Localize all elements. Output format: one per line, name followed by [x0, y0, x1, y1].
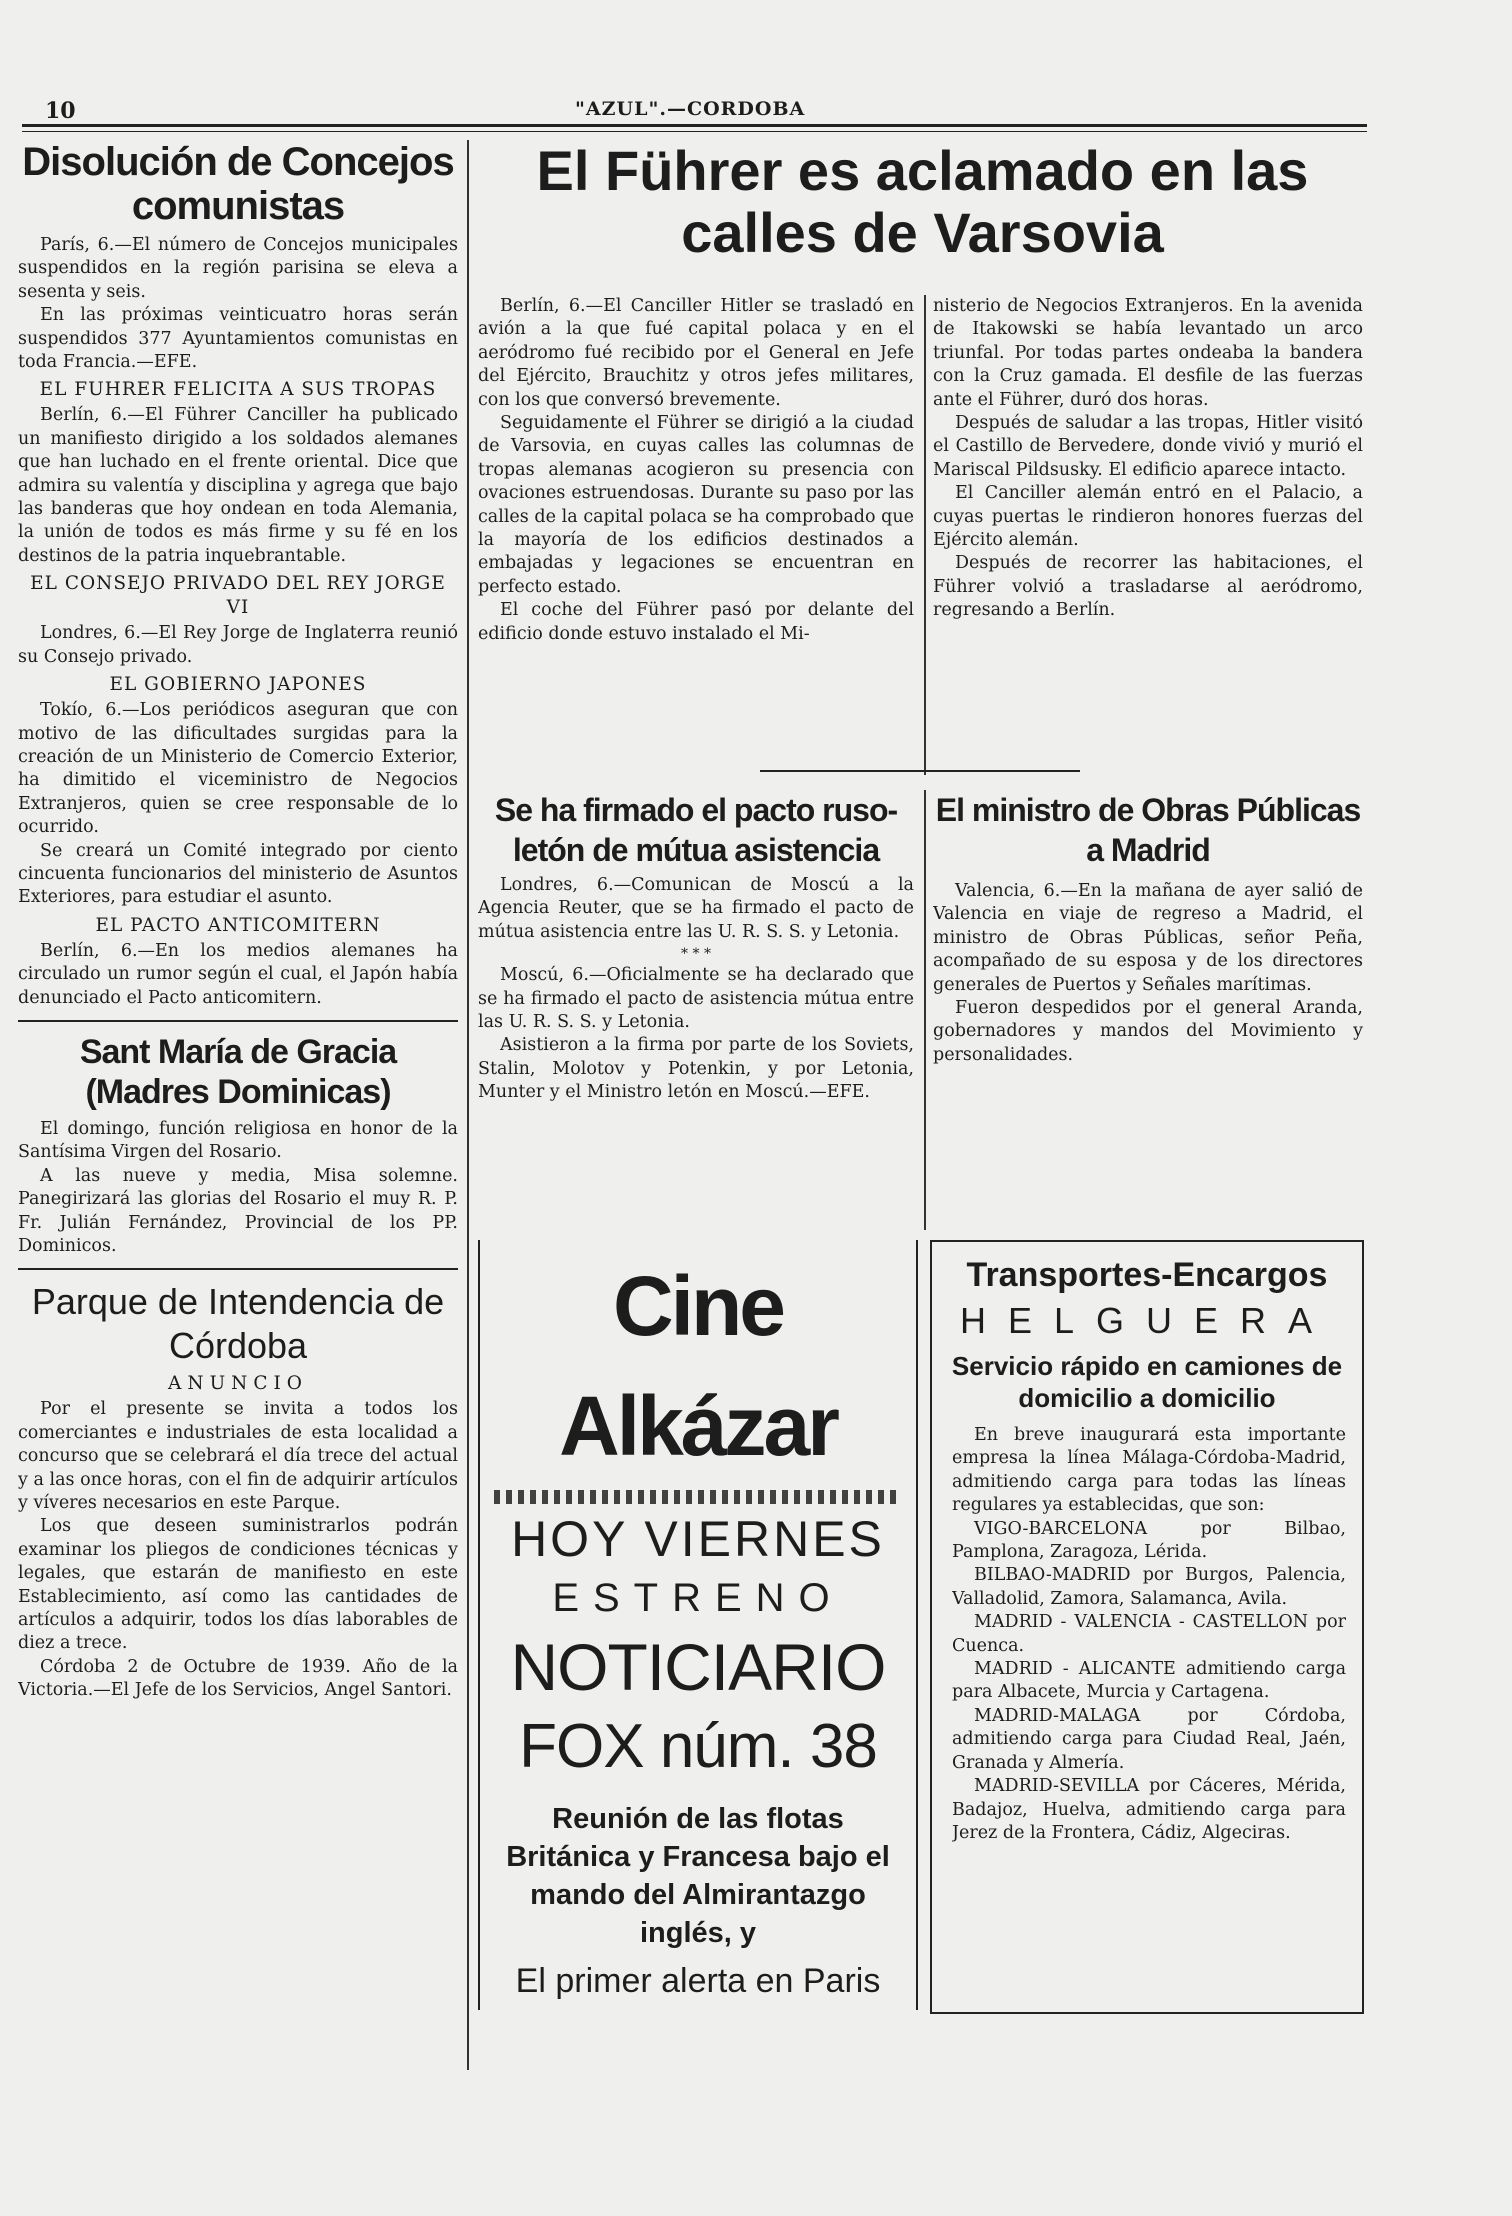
- pacto-anticomitern-p1: Berlín, 6.—En los medios alemanes ha circulado un rumor según el cual, el Japón había denunciado el Pacto anticomitern.: [18, 940, 458, 1008]
- pacto-ruso-p1: Londres, 6.—Comunican de Moscú a la Agencia Reuter, que se ha firmado el pacto de mútua asistencia entre las U. R. S. S. y Letonia.: [478, 875, 914, 942]
- main-col2-p1: nisterio de Negocios Extranjeros. En la avenida de Itakowski se había levantado un arco triunfal. Por todas partes ondeaba la bandera con la Cruz gamada. El desfile de las fuerzas ante el Führer, duró dos horas.: [933, 296, 1363, 410]
- cine-wavy-divider: [494, 1490, 902, 1504]
- disolucion-p2: En las próximas veinticuatro horas serán suspendidos 377 Ayuntamientos comunistas en toda Francia.—EFE.: [18, 305, 458, 373]
- masthead: "AZUL".—CORDOBA: [575, 98, 806, 120]
- cine-line1: HOY VIERNES: [511, 1511, 885, 1567]
- transportes-title: Transportes-Encargos: [966, 1256, 1328, 1294]
- santa-maria-p2: A las nueve y media, Misa solemne. Panegirizará las glorias del Rosario el muy R. P. Fr. Julián Fernández, Provincial de los PP. Dominicos.: [18, 1165, 458, 1256]
- pacto-ruso-sep: * * *: [681, 946, 711, 963]
- main-story-col2: [933, 295, 1363, 765]
- transportes-helguera-ad: [930, 1240, 1364, 2014]
- cine-line4: FOX núm. 38: [519, 1712, 877, 1781]
- main-col1-p3: El coche del Führer pasó por delante del edificio donde estuvo instalado el Mi-: [478, 600, 914, 644]
- transportes-name: HELGUERA: [959, 1300, 1335, 1341]
- transportes-intro: En breve inaugurará esta importante empresa la línea Málaga-Córdoba-Madrid, admitiendo carga para todas las líneas regulares ya establecidas, que son:: [952, 1425, 1346, 1516]
- main-col2-p3: El Canciller alemán entró en el Palacio, a cuyas puertas le rindieron honores fuerzas del Ejército alemán.: [933, 483, 1363, 551]
- parque-p3: Córdoba 2 de Octubre de 1939. Año de la Victoria.—El Jefe de los Servicios, Angel Santori.: [18, 1656, 458, 1701]
- consejo-privado-p1: Londres, 6.—El Rey Jorge de Inglaterra reunió su Consejo privado.: [18, 623, 458, 667]
- column-divider: [924, 790, 926, 1230]
- header-rule-thin: [22, 131, 1367, 132]
- disolucion-p1: París, 6.—El número de Concejos municipales suspendidos en la región parisina se eleva a sesenta y seis.: [18, 235, 458, 302]
- pacto-ruso-p3: Asistieron a la firma por parte de los Soviets, Stalin, Molotov y Potenkin, y por Letonia, Munter y el Ministro letón en Moscú.—EFE.: [478, 1035, 914, 1103]
- transportes-body: [952, 1424, 1346, 1845]
- transportes-route: MADRID - VALENCIA - CASTELLON por Cuenca.: [952, 1612, 1346, 1656]
- section-rule: [760, 770, 1080, 772]
- consejo-privado-title: EL CONSEJO PRIVADO DEL REY JORGE VI: [30, 573, 446, 619]
- transportes-route: MADRID - ALICANTE admitiendo carga para Albacete, Murcia y Cartagena.: [952, 1659, 1346, 1703]
- page-header: [20, 98, 1362, 126]
- section-rule: [18, 1268, 458, 1270]
- pacto-ruso-title: Se ha firmado el pacto ruso-letón de mútua asistencia: [494, 792, 898, 868]
- fuhrer-felicita-p1: Berlín, 6.—El Führer Canciller ha publicado un manifiesto dirigido a los soldados alemanes que han luchado en el frente oriental. Dice que admira su valentía y disciplina y agrega que bajo las banderas que hoy ondean en toda Alemania, la unión de todos es más firme y su fé en los destinos de la patria inquebrantable.: [18, 405, 458, 566]
- parque-title: Parque de Intendencia de Córdoba: [31, 1281, 445, 1367]
- ministro-obras-p1: Valencia, 6.—En la mañana de ayer salió de Valencia en viaje de regreso a Madrid, el ministro de Obras Públicas, señor Peña, acompañado de su esposa y de los directores generales de Puertos y Señales marítimas.: [933, 881, 1363, 995]
- ministro-obras-block: [933, 790, 1363, 1210]
- gobierno-japones-p1: Tokío, 6.—Los periódicos aseguran que con motivo de las dificultades surgidas para la creación de un Ministerio de Comercio Exterior, ha dimitido el viceministro de Negocios Extranjeros, quien se cree responsable de lo ocurrido.: [18, 700, 458, 838]
- transportes-route: BILBAO-MADRID por Burgos, Palencia, Valladolid, Zamora, Salamanca, Avila.: [952, 1565, 1346, 1609]
- main-col1-p1: Berlín, 6.—El Canciller Hitler se trasladó en avión a la que fué capital polaca y en el aeródromo fué recibido por el General en Jefe del Ejército, Brauchitz y otros jefes militares, con los que conversó brevemente.: [478, 296, 914, 410]
- disolucion-title: Disolución de Concejos comunistas: [22, 140, 454, 228]
- transportes-tagline: Servicio rápido en camiones de domicilio a domicilio: [951, 1351, 1343, 1413]
- santa-maria-p1: El domingo, función religiosa en honor de la Santísima Virgen del Rosario.: [18, 1118, 458, 1163]
- gobierno-japones-p2: Se creará un Comité integrado por ciento cincuenta funcionarios del ministerio de Asuntos Exteriores, para estudiar el asunto.: [18, 840, 458, 908]
- parque-p1: Por el presente se invita a todos los comerciantes e industriales de esta localidad a concurso que se celebrará el día trece del actual y a las once horas, con el fin de adquirir artículos y víveres necesarios en este Parque.: [18, 1399, 458, 1514]
- cine-line2: ESTRENO: [552, 1576, 844, 1620]
- main-col2-p2: Después de saludar a las tropas, Hitler visitó el Castillo de Bervedere, donde vivió y murió el Mariscal Pildsusky. El edificio aparece intacto.: [933, 413, 1363, 480]
- main-col1-p2: Seguidamente el Führer se dirigió a la ciudad de Varsovia, en cuyas calles las columnas de tropas alemanas acogieron su presencia con ovaciones estruendosas. Durante su paso por las calles de la capital polaca se ha comprobado que la mayoría de los edificios destinados a embajadas y legaciones se encuentran en perfecto estado.: [478, 413, 914, 597]
- cine-line3: NOTICIARIO: [510, 1630, 886, 1704]
- column-divider: [467, 140, 469, 2070]
- parque-p2: Los que deseen suministrarlos podrán examinar los pliegos de condiciones técnicas y legales, que estarán de manifiesto en este Establecimiento, así como las cantidades de artículos a adquirir, todos los días laborables de diez a trece.: [18, 1516, 458, 1654]
- ministro-obras-title: El ministro de Obras Públicas a Madrid: [935, 792, 1361, 868]
- ministro-obras-p2: Fueron despedidos por el general Aranda, gobernadores y mandos del Movimiento y personalidades.: [933, 998, 1363, 1065]
- main-story-col1: [478, 295, 914, 765]
- gobierno-japones-title: EL GOBIERNO JAPONES: [109, 674, 367, 696]
- pacto-anticomitern-title: EL PACTO ANTICOMITERN: [95, 914, 381, 936]
- transportes-route: VIGO-BARCELONA por Bilbao, Pamplona, Zaragoza, Lérida.: [952, 1518, 1346, 1563]
- fuhrer-felicita-title: EL FUHRER FELICITA A SUS TROPAS: [39, 379, 437, 401]
- santa-maria-title: Sant María de Gracia (Madres Dominicas): [79, 1032, 397, 1111]
- page-number: 10: [45, 98, 76, 124]
- transportes-route: MADRID-SEVILLA por Cáceres, Mérida, Badajoz, Huelva, admitiendo carga para Jerez de la Frontera, Cádiz, Algeciras.: [952, 1776, 1346, 1843]
- pacto-ruso-block: [478, 790, 914, 1210]
- left-column: [18, 140, 458, 2100]
- pacto-ruso-p2: Moscú, 6.—Oficialmente se ha declarado que se ha firmado el pacto de asistencia mútua entre las U. R. S. S. y Letonia.: [478, 965, 914, 1033]
- section-rule: [18, 1020, 458, 1022]
- main-headline-block: [475, 140, 1370, 280]
- parque-subtitle: ANUNCIO: [168, 1373, 308, 1395]
- cine-alkazar-ad: [478, 1240, 918, 2010]
- cine-name: Cine Alkázar: [559, 1259, 837, 1473]
- transportes-route: MADRID-MALAGA por Córdoba, admitiendo carga para Ciudad Real, Jaén, Granada y Almería.: [952, 1705, 1346, 1773]
- header-rule: [22, 124, 1367, 127]
- cine-desc: Reunión de las flotas Británica y Francesa bajo el mando del Almirantazgo inglés, y: [506, 1803, 890, 1949]
- main-headline: El Führer es aclamado en las calles de Varsovia: [536, 140, 1309, 264]
- cine-footer: El primer alerta en Paris: [515, 1962, 881, 2000]
- column-divider: [924, 295, 926, 775]
- main-col2-p4: Después de recorrer las habitaciones, el Führer volvió a trasladarse al aeródromo, regresando a Berlín.: [933, 553, 1363, 621]
